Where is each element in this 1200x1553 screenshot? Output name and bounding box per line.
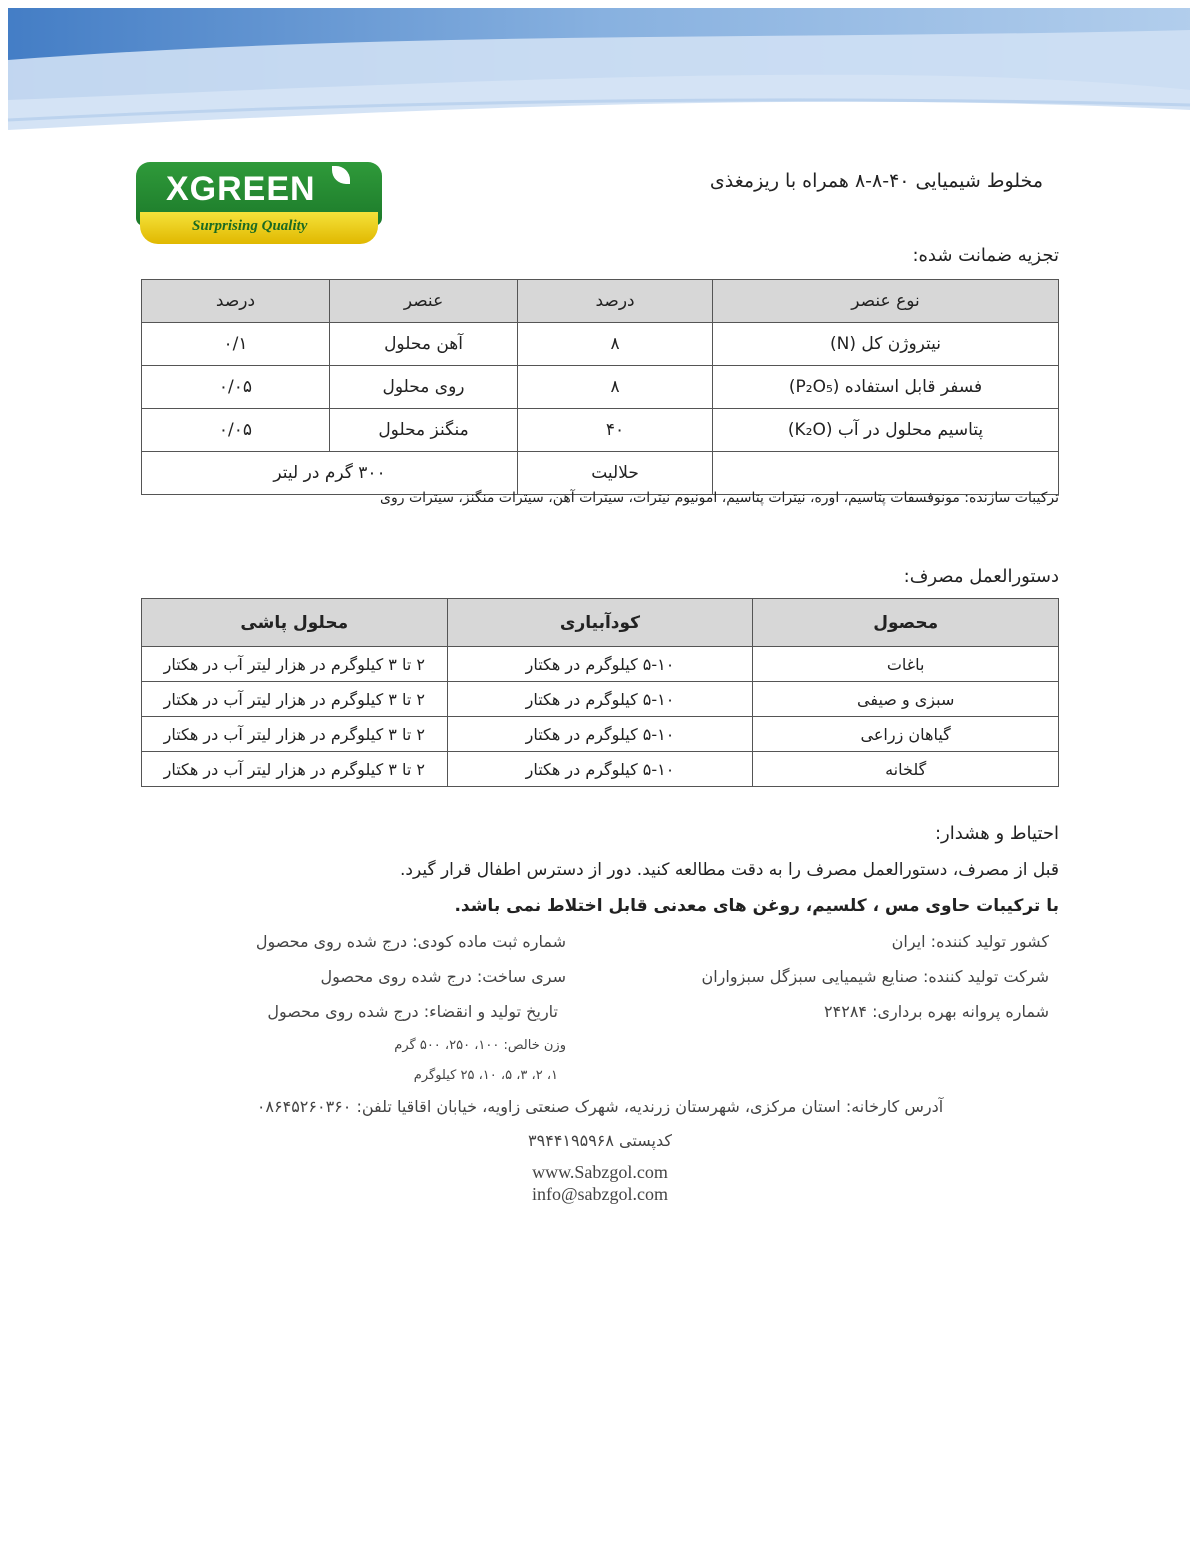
solubility-label: حلالیت [518,452,713,495]
solubility-value: ۳۰۰ گرم در لیتر [142,452,518,495]
product-title: مخلوط شیمیایی ۴۰-۸-۸ همراه با ریزمغذی [709,170,1043,192]
table-row [142,717,1059,752]
percent-cell: ۴۰ [518,409,713,452]
crop-cell: باغات [753,647,1059,682]
brand-logo [136,162,382,246]
postal-code: کدپستی ۳۹۴۴۱۹۵۹۶۸ [528,1131,672,1150]
license-text: شماره پروانه بهره برداری: ۲۴۲۸۴ [824,1002,1049,1021]
header-banner [0,0,1200,140]
email-link[interactable]: info@sabzgol.com [531,1184,669,1204]
element-type-cell: پتاسیم محلول در آب (K₂O) [713,409,1059,452]
analysis-heading: تجزیه ضمانت شده: [912,245,1059,266]
usage-table [141,598,1059,787]
table-row [142,409,1059,452]
element-cell: روی محلول [329,366,517,409]
column-header: کودآبیاری [447,599,753,647]
percent-cell: ۰/۰۵ [142,366,330,409]
column-header: درصد [142,280,330,323]
website-link[interactable]: www.Sabzgol.com [532,1162,668,1182]
element-type-cell: فسفر قابل استفاده (P₂O₅) [713,366,1059,409]
manufacturer-text: شرکت تولید کننده: صنایع شیمیایی سبزگل سبزواران [701,967,1049,986]
analysis-table [141,279,1059,495]
factory-address: آدرس کارخانه: استان مرکزی، شهرستان زرندیه، شهرک صنعتی زاویه، خیابان اقاقیا تلفن: ۰۸۶۴۵۲۶۰۳۶۰ [256,1097,944,1116]
fertigation-cell: ۵-۱۰ کیلوگرم در هکتار [447,717,753,752]
warning-heading: احتیاط و هشدار: [934,823,1059,844]
crop-cell: گیاهان زراعی [753,717,1059,752]
registration-text: شماره ثبت ماده کودی: درج شده روی محصول [255,932,566,951]
logo-brand-text: XGREEN [166,170,316,208]
fertigation-cell: ۵-۱۰ کیلوگرم در هکتار [447,647,753,682]
foliar-spray-cell: ۲ تا ۳ کیلوگرم در هزار لیتر آب در هکتار [142,647,448,682]
fertigation-cell: ۵-۱۰ کیلوگرم در هکتار [447,682,753,717]
column-header: محلول پاشی [142,599,448,647]
logo-slogan: Surprising Quality [192,218,308,234]
element-type-cell: نیتروژن کل (N) [713,323,1059,366]
table-row [142,752,1059,787]
batch-text: سری ساخت: درج شده روی محصول [320,967,566,986]
table-row [142,366,1059,409]
fertigation-cell: ۵-۱۰ کیلوگرم در هکتار [447,752,753,787]
percent-cell: ۰/۱ [142,323,330,366]
column-header: محصول [753,599,1059,647]
table-row [142,647,1059,682]
crop-cell: گلخانه [753,752,1059,787]
foliar-spray-cell: ۲ تا ۳ کیلوگرم در هزار لیتر آب در هکتار [142,752,448,787]
column-header: درصد [518,280,713,323]
warning-line: با ترکیبات حاوی مس ، کلسیم، روغن های معدنی قابل اختلاط نمی باشد. [454,896,1059,916]
element-cell: آهن محلول [329,323,517,366]
net-weight-grams: وزن خالص: ۱۰۰، ۲۵۰، ۵۰۰ گرم [394,1038,566,1053]
element-cell: منگنز محلول [329,409,517,452]
usage-heading: دستورالعمل مصرف: [903,566,1059,587]
percent-cell: ۰/۰۵ [142,409,330,452]
table-row [142,452,1059,495]
crop-cell: سبزی و صیفی [753,682,1059,717]
table-header-row [142,280,1059,323]
table-row [142,323,1059,366]
warning-line: قبل از مصرف، دستورالعمل مصرف را به دقت مطالعه کنید. دور از دسترس اطفال قرار گیرد. [399,860,1059,880]
foliar-spray-cell: ۲ تا ۳ کیلوگرم در هزار لیتر آب در هکتار [142,682,448,717]
column-header: عنصر [329,280,517,323]
dates-text: تاریخ تولید و انقضاء: درج شده روی محصول [267,1002,558,1021]
foliar-spray-cell: ۲ تا ۳ کیلوگرم در هزار لیتر آب در هکتار [142,717,448,752]
table-row [142,682,1059,717]
percent-cell: ۸ [518,366,713,409]
percent-cell: ۸ [518,323,713,366]
ingredients-text: ترکیبات سازنده: مونوفسفات پتاسیم، اوره، نیترات پتاسیم، امونیوم نیترات، سیترات آهن، سیترات منگنز، سیترات روی [380,490,1059,506]
country-text: کشور تولید کننده: ایران [891,932,1049,951]
net-weight-kg: ۱، ۲، ۳، ۵، ۱۰، ۲۵ کیلوگرم [413,1068,558,1083]
table-header-row [142,599,1059,647]
column-header: نوع عنصر [713,280,1059,323]
